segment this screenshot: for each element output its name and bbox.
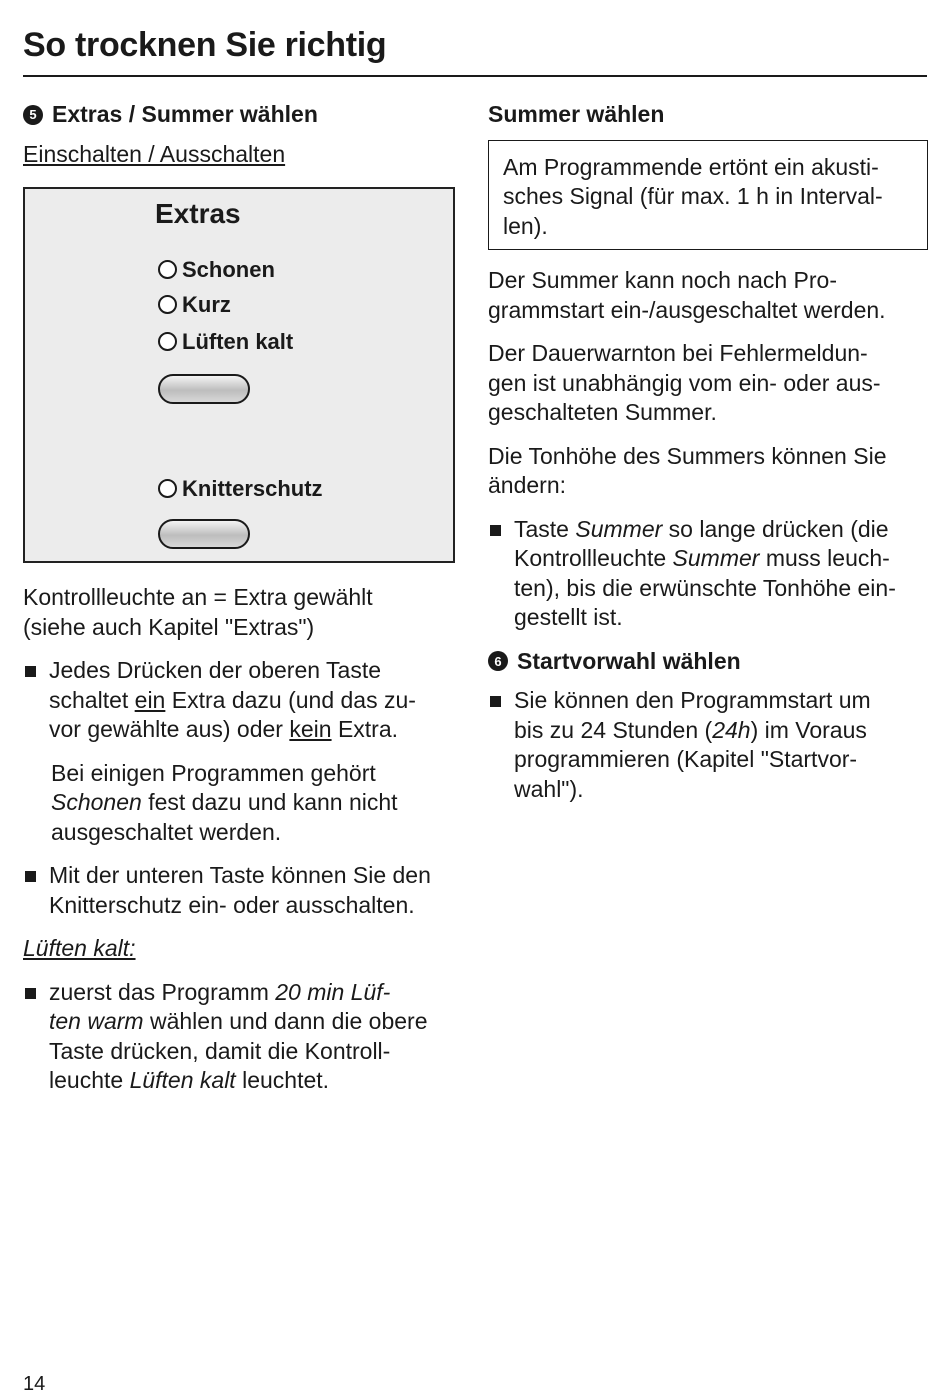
text-line: ausgeschaltet werden.: [51, 818, 282, 845]
section-5-title: Extras / Summer wählen: [52, 101, 318, 127]
text-line: leuchte: [49, 1067, 130, 1093]
page-number: 14: [23, 1373, 46, 1395]
text-line: Extra dazu (und das zu-: [165, 686, 416, 713]
text-line: gen ist unabhängig vom ein- oder aus-: [488, 369, 881, 396]
text-line: Bei einigen Programmen gehört: [51, 759, 376, 786]
led-knitterschutz: [158, 474, 323, 504]
text-line: bis zu 24 Stunden (: [514, 716, 713, 743]
text-line: Taste: [514, 515, 576, 542]
text-line: fest dazu und kann nicht: [141, 789, 398, 815]
bullet-item: [23, 861, 463, 920]
indicator-paragraph: [23, 583, 463, 642]
left-column: [23, 100, 463, 1110]
page-title: So trocknen Sie richtig: [23, 26, 387, 64]
text-line: vor gewählte aus) oder: [49, 716, 290, 742]
indicator-light-icon: [158, 260, 177, 279]
square-bullet-icon: [490, 525, 501, 536]
text-line: Der Summer kann noch nach Pro-: [488, 267, 837, 293]
summer-info-box: [488, 140, 928, 251]
text-line: sches Signal (für max. 1 h in Interval-: [503, 183, 883, 209]
italic-label: Lüften kalt:: [23, 935, 136, 961]
indicator-light-icon: [158, 295, 177, 314]
square-bullet-icon: [490, 696, 501, 707]
text-line: Der Dauerwarnton bei Fehlermeldun-: [488, 340, 868, 366]
text-line: programmieren (Kapitel "Startvor-: [514, 746, 858, 772]
text-line: Taste drücken, damit die Kontroll-: [49, 1037, 391, 1064]
display-glyph: 24h: [712, 716, 751, 743]
text-line: Knitterschutz ein- oder ausschalten.: [49, 891, 415, 918]
upper-extras-button[interactable]: [158, 374, 250, 404]
section-5-heading: [23, 100, 463, 130]
warning-tone-paragraph: [488, 339, 928, 428]
bullet-item: [488, 515, 928, 633]
underlined-word: kein: [289, 716, 332, 742]
text-line: gestellt ist.: [514, 604, 623, 630]
text-line: wahl").: [514, 775, 584, 802]
right-column: [488, 100, 928, 818]
text-line: zuerst das Programm: [49, 978, 276, 1005]
square-bullet-icon: [25, 871, 36, 882]
text-line: ändern:: [488, 472, 567, 498]
text-line: geschalteten Summer.: [488, 399, 717, 425]
led-label: Knitterschutz: [182, 476, 323, 501]
text-line: (siehe auch Kapitel "Extras"): [23, 613, 315, 640]
italic-term: Summer: [672, 545, 760, 571]
title-divider: [23, 75, 927, 77]
text-line: muss leuch-: [759, 545, 890, 571]
step-number-6-icon: 6: [488, 651, 508, 671]
summer-heading: Summer wählen: [488, 101, 665, 127]
text-line: schaltet: [49, 686, 135, 713]
square-bullet-icon: [25, 988, 36, 999]
text-line: Extra.: [331, 716, 399, 742]
italic-term: Lüften kalt: [129, 1067, 236, 1093]
text-line: ten), bis die erwünschte Tonhöhe ein-: [514, 574, 896, 601]
pitch-paragraph: [488, 442, 928, 501]
text-line: Die Tonhöhe des Summers können Sie: [488, 442, 887, 469]
bullet-item: [488, 686, 928, 804]
text-line: Mit der unteren Taste können Sie den: [49, 862, 431, 888]
extras-control-panel: [23, 187, 455, 563]
section-6-title: Startvorwahl wählen: [517, 647, 741, 674]
panel-title: Extras: [155, 198, 241, 229]
italic-term: 20 min Lüf-: [275, 978, 391, 1005]
text-line: Am Programmende ertönt ein akusti-: [503, 153, 879, 180]
text-line: so lange drücken (die: [662, 515, 889, 542]
italic-term: Summer: [575, 515, 663, 542]
led-label: Lüften kalt: [182, 329, 294, 354]
step-number-5-icon: 5: [23, 105, 43, 125]
lower-knitterschutz-button[interactable]: [158, 519, 250, 549]
underlined-word: ein: [134, 686, 166, 713]
italic-term: Schonen: [51, 789, 142, 815]
led-label: Schonen: [182, 257, 275, 282]
text-line: Kontrollleuchte an = Extra gewählt: [23, 584, 373, 610]
text-line: wählen und dann die obere: [143, 1008, 428, 1034]
square-bullet-icon: [25, 666, 36, 677]
led-label: Kurz: [182, 292, 231, 317]
text-line: Sie können den Programmstart um: [514, 687, 871, 713]
led-kurz: [158, 290, 231, 320]
text-line: grammstart ein-/ausgeschaltet werden.: [488, 296, 886, 323]
text-line: Jedes Drücken der oberen Taste: [49, 657, 381, 683]
text-line: ) im Voraus: [750, 716, 867, 743]
bullet-item: [23, 656, 463, 745]
on-off-subheading: Einschalten / Ausschalten: [23, 140, 286, 167]
text-line: Kontrollleuchte: [514, 545, 673, 571]
bullet-item: [23, 978, 463, 1096]
schonen-note: [51, 759, 463, 848]
summer-paragraph: [488, 266, 928, 325]
led-lueften-kalt: [158, 327, 293, 357]
lueften-kalt-label: [23, 934, 463, 964]
section-6-heading: [488, 647, 928, 677]
indicator-light-icon: [158, 332, 177, 351]
led-schonen: [158, 255, 275, 285]
indicator-light-icon: [158, 479, 177, 498]
text-line: leuchtet.: [235, 1067, 330, 1093]
text-line: len).: [503, 212, 548, 239]
italic-term: ten warm: [49, 1008, 144, 1034]
